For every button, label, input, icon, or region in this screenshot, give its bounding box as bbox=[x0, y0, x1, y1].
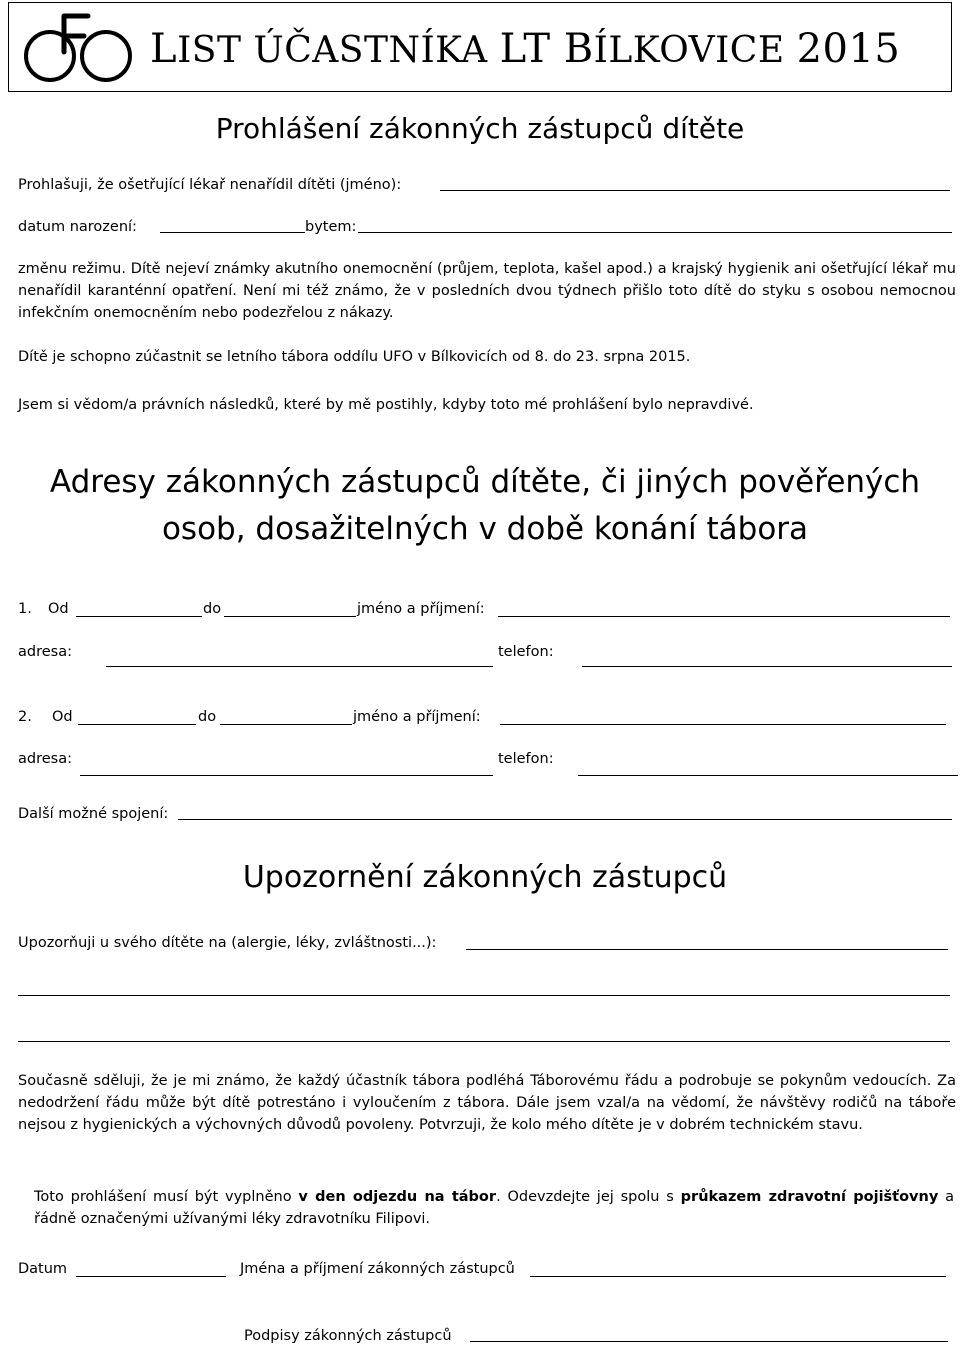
other-contact-label: Další možné spojení: bbox=[18, 806, 169, 822]
header-title-year: 2015 bbox=[796, 26, 901, 72]
camp-rules-paragraph: Současně sděluji, že je mi známo, že každý účastník tábora podléhá Táborovému řádu a podrobuje se pokynům vedoucích. Za nedodržení řádu může být dítě potrestáno i vyloučením z tábora. Dále jsem vzal/a na vědomí, že návštěvy rodičů na táboře nejsou z hygienických a výchovných důvodů povoleny. Potvrzuji, že kolo mého dítěte je v dobrém technickém stavu. bbox=[18, 1073, 956, 1133]
header-title bbox=[150, 26, 900, 72]
birth-date-label: datum narození: bbox=[18, 219, 137, 235]
notice-text-3: a řádně označenými užívanými léky zdravotníku Filipovi. bbox=[34, 1189, 955, 1227]
guardian-names-field[interactable] bbox=[530, 1276, 946, 1277]
entry1-number: 1. bbox=[18, 601, 32, 617]
entry1-phone-field[interactable] bbox=[582, 666, 952, 667]
section1-title: Prohlášení zákonných zástupců dítěte bbox=[215, 112, 745, 145]
entry1-address-field[interactable] bbox=[106, 666, 493, 667]
health-declaration-paragraph: změnu režimu. Dítě nejeví známky akutního onemocnění (průjem, teplota, kašel apod.) a krajský hygienik ani ošetřující lékař mu nenařídil karanténní opatření. Není mi též známo, že v posledních dvou týdnech přišlo toto dítě do styku s osobou nemocnou infekčním onemocněním nebo podezřelou z nákazy. bbox=[18, 261, 956, 321]
warning-field-3[interactable] bbox=[18, 1041, 950, 1042]
child-name-field[interactable] bbox=[440, 190, 950, 191]
birth-date-field[interactable] bbox=[160, 232, 305, 233]
residence-field[interactable] bbox=[358, 232, 952, 233]
entry2-to-field[interactable] bbox=[220, 724, 352, 725]
signatures-field[interactable] bbox=[470, 1341, 948, 1342]
entry1-name-label: jméno a příjmení: bbox=[357, 601, 485, 617]
entry2-address-field[interactable] bbox=[80, 775, 493, 776]
header-title-b: B bbox=[550, 26, 594, 72]
entry2-address-label: adresa: bbox=[18, 751, 72, 767]
section3-title: Upozornění zákonných zástupců bbox=[242, 860, 728, 895]
doctor-declaration-label: Prohlašuji, že ošetřující lékař nenařídil dítěti (jméno): bbox=[18, 177, 402, 193]
entry1-to-label: do bbox=[203, 601, 222, 617]
section2-title-line2: osob, dosažitelných v době konání tábora bbox=[161, 511, 809, 547]
entry2-from-field[interactable] bbox=[78, 724, 196, 725]
date-label: Datum bbox=[18, 1261, 68, 1277]
camp-participation-text: Dítě je schopno zúčastnit se letního tábora oddílu UFO v Bílkovicích od 8. do 23. srpna 2015. bbox=[18, 349, 691, 365]
notice-text-1: Toto prohlášení musí být vyplněno bbox=[34, 1189, 299, 1205]
legal-consequences-text: Jsem si vědom/a právních následků, které by mě postihly, kdyby toto mé prohlášení bylo nepravdivé. bbox=[18, 397, 754, 413]
entry2-name-label: jméno a příjmení: bbox=[353, 709, 481, 725]
entry2-number: 2. bbox=[18, 709, 32, 725]
guardian-names-label: Jména a příjmení zákonných zástupců bbox=[240, 1261, 515, 1277]
entry1-address-label: adresa: bbox=[18, 644, 72, 660]
entry2-name-field[interactable] bbox=[500, 724, 946, 725]
entry1-to-field[interactable] bbox=[224, 616, 356, 617]
warning-label: Upozorňuji u svého dítěte na (alergie, léky, zvláštnosti...): bbox=[18, 935, 437, 951]
header-title-part: IST ÚČASTNÍKA bbox=[177, 30, 500, 71]
notice-bold-departure-day: v den odjezdu na tábor bbox=[298, 1189, 497, 1205]
signatures-label: Podpisy zákonných zástupců bbox=[244, 1328, 452, 1344]
entry1-from-field[interactable] bbox=[76, 616, 202, 617]
entry1-name-field[interactable] bbox=[498, 616, 950, 617]
residence-label: bytem: bbox=[305, 219, 357, 235]
notice-text-2: . Odevzdejte jej spolu s bbox=[496, 1189, 681, 1205]
notice-bold-insurance-card: průkazem zdravotní pojišťovny bbox=[680, 1189, 939, 1205]
date-field[interactable] bbox=[76, 1276, 226, 1277]
header-title-initial: L bbox=[150, 26, 178, 72]
header-title-part2: ÍLKOVICE bbox=[593, 30, 797, 71]
entry2-phone-field[interactable] bbox=[578, 775, 958, 776]
entry1-phone-label: telefon: bbox=[498, 644, 554, 660]
section2-title-line1: Adresy zákonných zástupců dítěte, či jiných pověřených bbox=[49, 464, 921, 500]
warning-field-2[interactable] bbox=[18, 995, 950, 996]
entry2-to-label: do bbox=[198, 709, 217, 725]
submission-notice bbox=[34, 1186, 954, 1230]
entry2-phone-label: telefon: bbox=[498, 751, 554, 767]
other-contact-field[interactable] bbox=[178, 819, 952, 820]
entry1-from-label: Od bbox=[48, 601, 69, 617]
header-title-lt: LT bbox=[499, 26, 551, 72]
entry2-from-label: Od bbox=[52, 709, 73, 725]
warning-field-1[interactable] bbox=[466, 949, 948, 950]
bicycle-logo-icon bbox=[18, 6, 138, 88]
